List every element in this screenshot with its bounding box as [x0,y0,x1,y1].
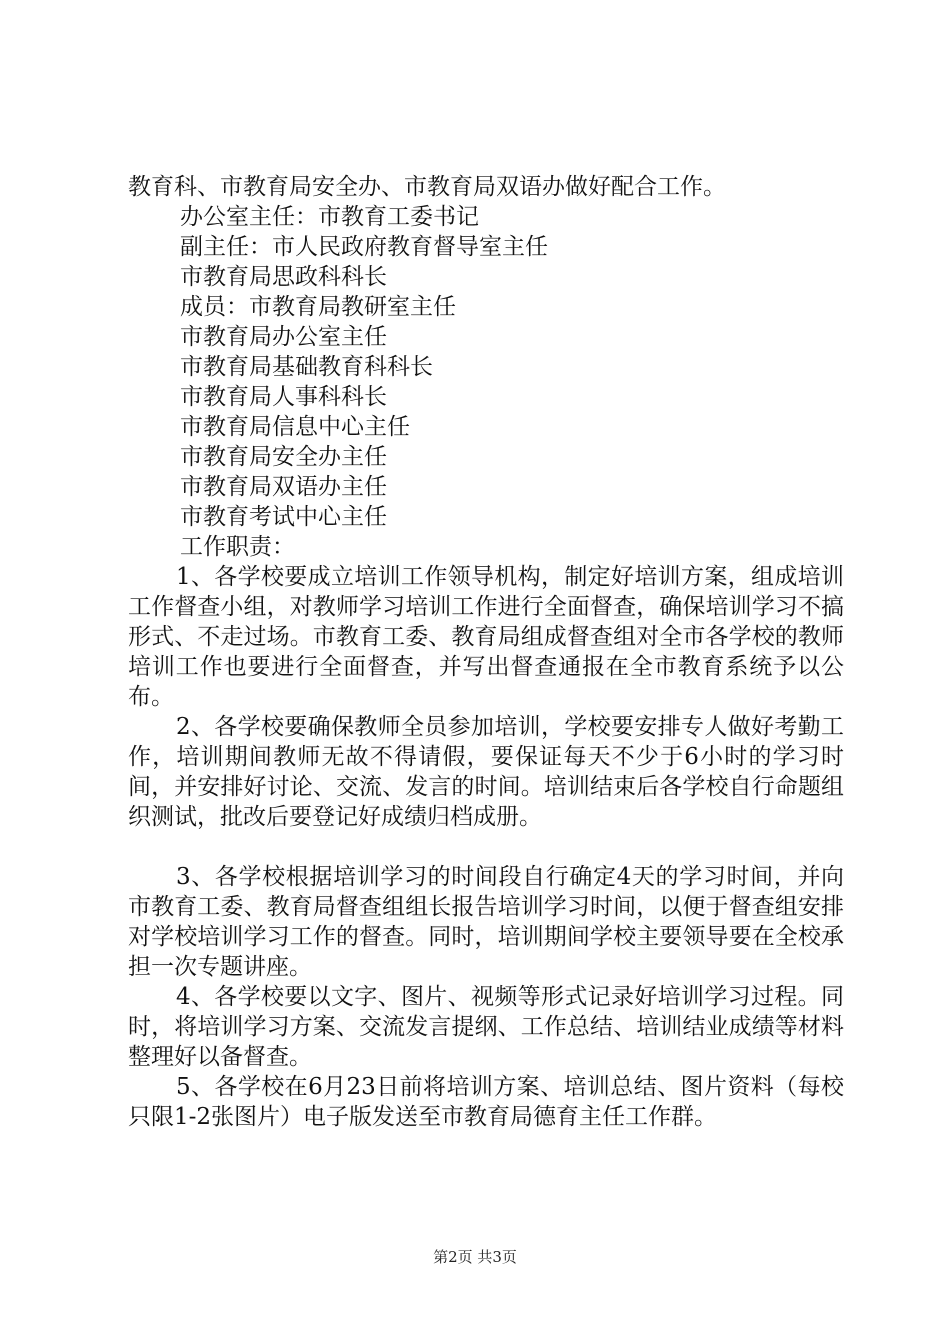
text-line: 市教育局思政科科长 [180,264,387,290]
text-line: 成员：市教育局教研室主任 [180,294,456,320]
duty-paragraph-1: 1、各学校要成立培训工作领导机构，制定好培训方案，组成培训工作督查小组，对教师学习培训工作进行全面督查，确保培训学习不搞形式、不走过场。市教育工委、教育局组成督查组对全市各学校的教师培训工作也要进行全面督查，并写出督查通报在全市教育系统予以公布。 [128,564,844,710]
document-body [128,172,844,1132]
text-line: 市教育局人事科科长 [180,384,387,410]
duty-paragraph-4: 4、各学校要以文字、图片、视频等形式记录好培训学习过程。同时，将培训学习方案、交流发言提纲、工作总结、培训结业成绩等材料整理好以备督查。 [128,984,844,1070]
section-heading: 工作职责： [180,534,295,560]
duty-paragraph-3: 3、各学校根据培训学习的时间段自行确定4天的学习时间，并向市教育工委、教育局督查组组长报告培训学习时间，以便于督查组安排对学校培训学习工作的督查。同时，培训期间学校主要领导要在全校承担一次专题讲座。 [128,864,844,980]
text-line: 副主任：市人民政府教育督导室主任 [180,234,548,260]
text-line: 市教育局安全办主任 [180,444,387,470]
duty-paragraph-5: 5、各学校在6月23日前将培训方案、培训总结、图片资料（每校只限1-2张图片）电子版发送至市教育局德育主任工作群。 [128,1074,844,1130]
text-line: 办公室主任：市教育工委书记 [180,204,479,230]
text-line: 教育科、市教育局安全办、市教育局双语办做好配合工作。 [128,174,726,200]
text-line: 市教育局双语办主任 [180,474,387,500]
duty-paragraph-2: 2、各学校要确保教师全员参加培训，学校要安排专人做好考勤工作，培训期间教师无故不得请假，要保证每天不少于6小时的学习时间，并安排好讨论、交流、发言的时间。培训结束后各学校自行命题组织测试，批改后要登记好成绩归档成册。 [128,714,844,830]
page-number: 第2页 共3页 [433,1248,517,1266]
text-line: 市教育局基础教育科科长 [180,354,433,380]
text-line: 市教育局办公室主任 [180,324,387,350]
text-line: 市教育考试中心主任 [180,504,387,530]
text-line: 市教育局信息中心主任 [180,414,410,440]
